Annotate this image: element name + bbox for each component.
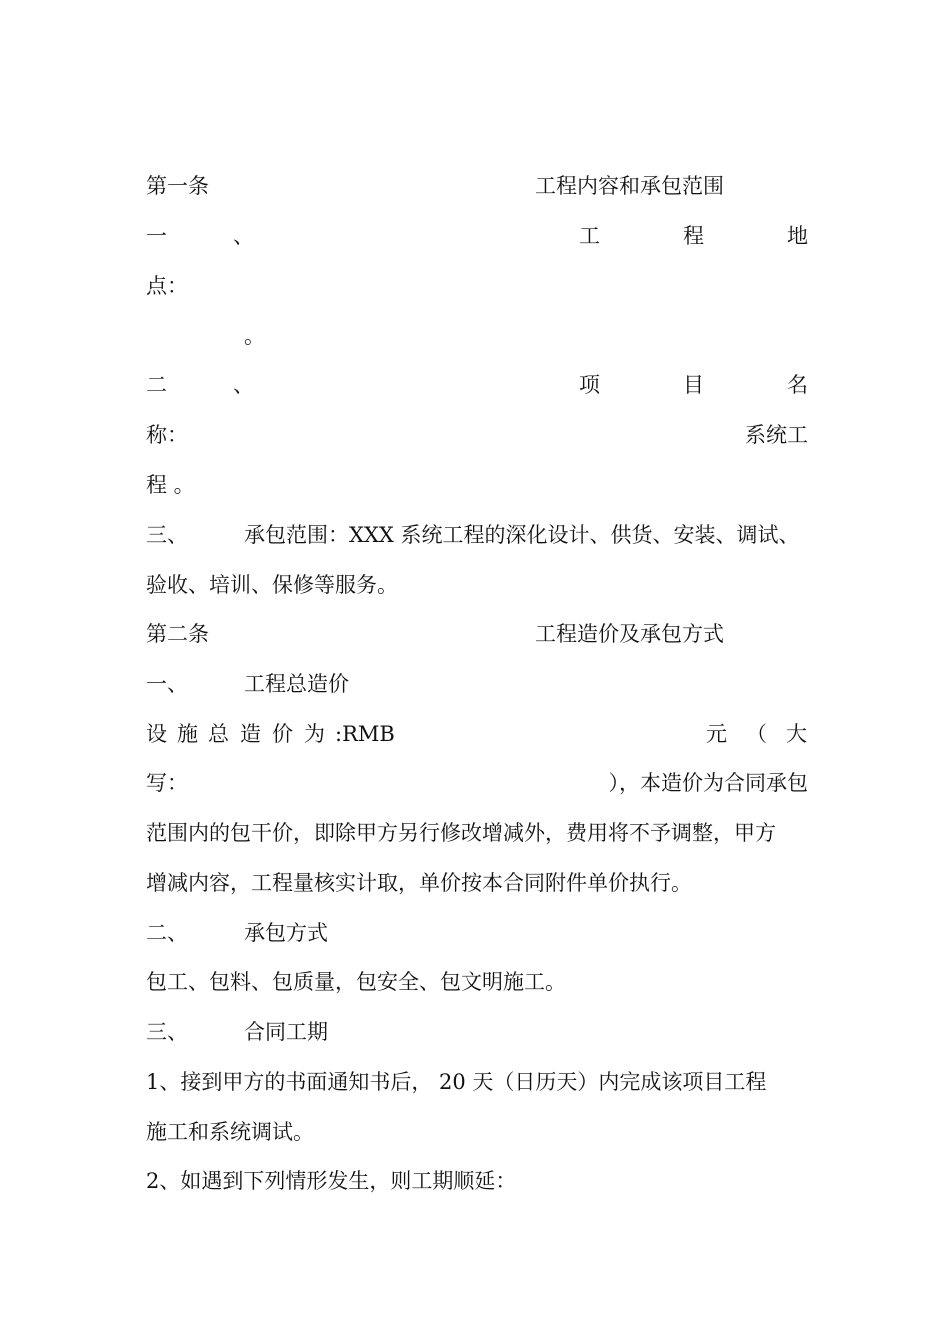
- article-1-item-2-line: [146, 370, 808, 400]
- item-text: 承包范围：XXX 系统工程的深化设计、供货、安装、调试、: [244, 523, 800, 547]
- article-2-item-2-heading: [146, 918, 808, 948]
- article-2-item-1-heading: [146, 669, 808, 699]
- article-1-item-3-line-2: 验收、培训、保修等服务。: [146, 573, 398, 597]
- key-cont: 称：: [146, 423, 188, 447]
- article-1-title: 工程内容和承包范围: [535, 174, 724, 198]
- item-separator: 、: [233, 373, 254, 397]
- item-separator: 、: [233, 224, 254, 248]
- article-1-item-2-end: 程 。: [146, 473, 195, 497]
- key-char: 地: [787, 224, 808, 248]
- article-1-item-3-line-1: [146, 520, 808, 550]
- key-char: 名: [787, 373, 808, 397]
- article-2-price-line-3: 范围内的包干价，即除甲方另行修改增减外，费用将不予调整，甲方: [146, 821, 776, 845]
- item-number: 二: [146, 373, 167, 397]
- article-2-heading: [146, 619, 808, 649]
- price-char: 施: [177, 722, 198, 746]
- price-char: 总: [208, 722, 229, 746]
- key-char: 工: [579, 224, 600, 248]
- article-1-item-1-cont: 点：: [146, 274, 188, 298]
- paren-close-text: ），本造价为合同承包: [608, 771, 808, 795]
- price-currency: :RMB: [335, 722, 395, 746]
- item-number: 二、: [146, 921, 188, 945]
- article-2-item-3-heading: [146, 1017, 808, 1047]
- period: 。: [244, 324, 265, 348]
- item-heading: 工程总造价: [244, 672, 349, 696]
- article-1-label: 第一条: [146, 174, 209, 198]
- item-number: 一: [146, 224, 167, 248]
- article-2-price-line-4: 增减内容，工程量核实计取，单价按本合同附件单价执行。: [146, 871, 692, 895]
- item-number: 一、: [146, 672, 188, 696]
- article-1-item-2-cont: [146, 420, 808, 450]
- price-char: 设: [146, 722, 167, 746]
- article-2-label: 第二条: [146, 622, 209, 646]
- item-number: 三、: [146, 523, 188, 547]
- article-2-price-line: [146, 719, 808, 749]
- price-big: 大: [786, 722, 807, 746]
- price-char: 为: [304, 722, 325, 746]
- article-1-item-1-end: [146, 321, 808, 351]
- price-char: 造: [240, 722, 261, 746]
- article-2-item-3-para-1-line-1: 1、接到甲方的书面通知书后， 20 天（日历天）内完成该项目工程: [146, 1070, 767, 1094]
- article-2-item-3-para-2: 2、如遇到下列情形发生，则工期顺延：: [146, 1169, 517, 1193]
- item-heading: 承包方式: [244, 921, 328, 945]
- article-2-price-line-2: [146, 768, 808, 798]
- price-char: 价: [272, 722, 293, 746]
- article-2-item-2-text: 包工、包料、包质量，包安全、包文明施工。: [146, 970, 566, 994]
- price-paren: （: [746, 722, 767, 746]
- key-char: 程: [683, 224, 704, 248]
- article-1-heading: [146, 171, 808, 201]
- article-2-title: 工程造价及承包方式: [535, 622, 724, 646]
- key-char: 目: [683, 373, 704, 397]
- big-cont: 写：: [146, 771, 188, 795]
- value-tail: 系统工: [745, 423, 808, 447]
- price-unit: 元: [706, 722, 727, 746]
- key-char: 项: [579, 373, 600, 397]
- item-number: 三、: [146, 1020, 188, 1044]
- item-heading: 合同工期: [244, 1020, 328, 1044]
- article-2-item-3-para-1-line-2: 施工和系统调试。: [146, 1120, 314, 1144]
- article-1-item-1-line: [146, 221, 808, 251]
